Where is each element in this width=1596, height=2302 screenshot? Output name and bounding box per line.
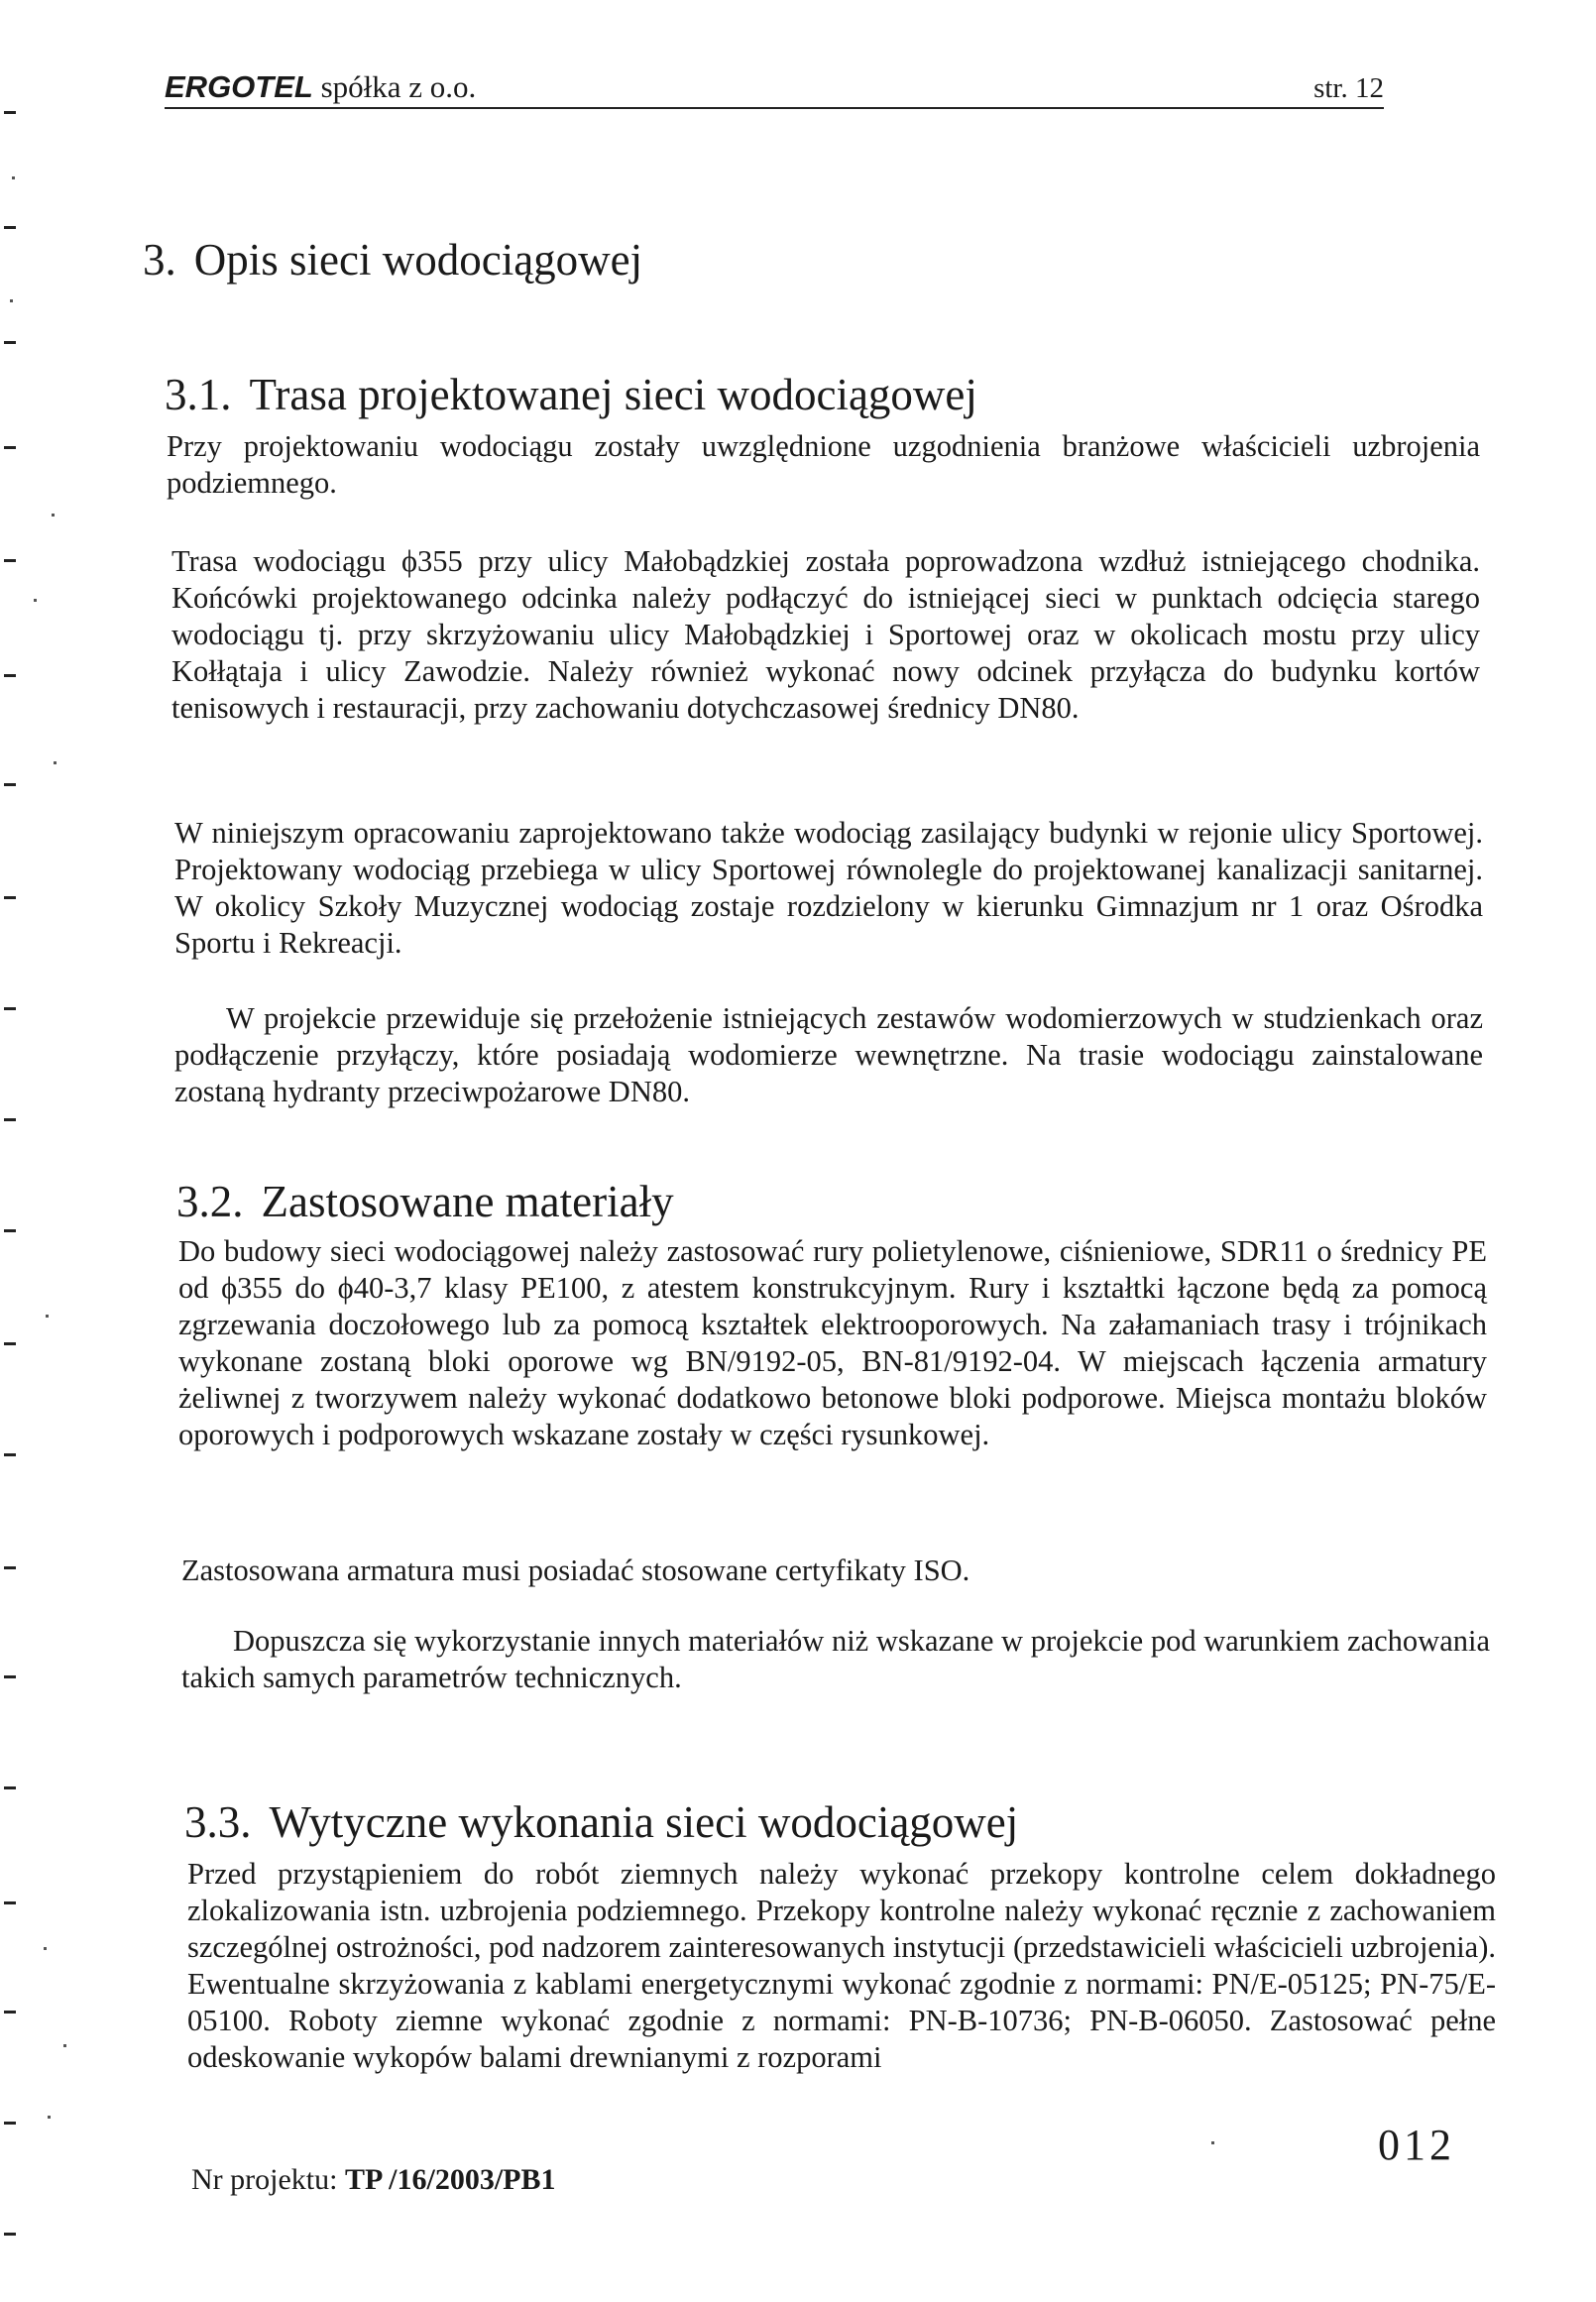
company-suffix: spółka z o.o. xyxy=(312,69,477,104)
page-number: str. 12 xyxy=(1313,72,1384,104)
page-stamp-number: 012 xyxy=(1378,2121,1455,2169)
page-header xyxy=(165,71,1384,109)
paragraph-consultations: Przy projektowaniu wodociągu zostały uwzględnione uzgodnienia branżowe właścicieli uzbrojenia podziemnego. xyxy=(167,429,1480,500)
paragraph-iso: Zastosowana armatura musi posiadać stosowane certyfikaty ISO. xyxy=(181,1554,970,1587)
paragraph-materials: Do budowy sieci wodociągowej należy zastosować rury polietylenowe, ciśnieniowe, SDR11 o średnicy PE od ϕ355 do ϕ40-3,7 klasy PE100, z atestem konstrukcyjnym. Rury i kształtki łączone będą za pomocą zgrzewania doczołowego lub za pomocą kształtek elektrooporowych. Na załamaniach trasy i trójnikach wykonane zostaną bloki oporowe wg BN/9192-05, BN-81/9192-04. W miejscach łączenia armatury żeliwnej z tworzywem należy wykonać dodatkowo betonowe bloki podporowe. Miejsca montażu bloków oporowych i podporowych wskazane zostały w części rysunkowej. xyxy=(178,1234,1487,1451)
project-number-label: Nr projektu: xyxy=(191,2163,338,2196)
paragraph-guidelines: Przed przystąpieniem do robót ziemnych należy wykonać przekopy kontrolne celem dokładnego zlokalizowania istn. uzbrojenia podziemnego. Przekopy kontrolne należy wykonać ręcznie z zachowaniem szczególnej ostrożności, pod nadzorem zainteresowanych instytucji (przedstawicieli właścicieli uzbrojenia). Ewentualne skrzyżowania z kablami energetycznymi wykonać zgodnie z normami: PN/E-05125; PN-75/E-05100. Roboty ziemne wykonać zgodnie z normami: PN-B-10736; PN-B-06050. Zastosować pełne odeskowanie wykopów balami drewnianymi z rozporami xyxy=(187,1857,1496,2074)
section-heading-3: 3. Opis sieci wodociągowej xyxy=(143,235,643,285)
company-brand: ERGOTEL xyxy=(165,69,313,104)
project-number xyxy=(191,2163,556,2197)
company-name xyxy=(165,69,476,105)
paragraph-route: Trasa wodociągu ϕ355 przy ulicy Małobądzkiej została poprowadzona wzdłuż istniejącego chodnika. Końcówki projektowanego odcinka należy podłączyć do istniejącej sieci w punktach odcięcia starego wodociągu tj. przy skrzyżowaniu ulicy Małobądzkiej i Sportowej oraz w okolicach mostu przy ulicy Kołłątaja i ulicy Zawodzie. Należy również wykonać nowy odcinek przyłącza do budynku kortów tenisowych i restauracji, przy zachowaniu dotychczasowej średnicy DN80. xyxy=(171,544,1480,725)
section-heading-3-1: 3.1. Trasa projektowanej sieci wodociągowej xyxy=(165,370,977,419)
paragraph-sportowa: W niniejszym opracowaniu zaprojektowano także wodociąg zasilający budynki w rejonie ulicy Sportowej. Projektowany wodociąg przebiega w ulicy Sportowej równolegle do projektowanej kanalizacji sanitarnej. W okolicy Szkoły Muzycznej wodociąg zostaje rozdzielony w kierunku Gimnazjum nr 1 oraz Ośrodka Sportu i Rekreacji. xyxy=(174,816,1483,960)
paragraph-water-meters: W projekcie przewiduje się przełożenie istniejących zestawów wodomierzowych w studzienkach oraz podłączenie przyłączy, które posiadają wodomierze wewnętrzne. Na trasie wodociągu zainstalowane zostaną hydranty przeciwpożarowe DN80. xyxy=(174,1001,1483,1108)
paragraph-alternatives: Dopuszcza się wykorzystanie innych materiałów niż wskazane w projekcie pod warunkiem zachowania takich samych parametrów technicznych. xyxy=(181,1624,1490,1694)
section-heading-3-3: 3.3. Wytyczne wykonania sieci wodociągowej xyxy=(184,1797,1019,1847)
section-heading-3-2: 3.2. Zastosowane materiały xyxy=(176,1177,674,1226)
project-number-value: TP /16/2003/PB1 xyxy=(344,2163,556,2196)
